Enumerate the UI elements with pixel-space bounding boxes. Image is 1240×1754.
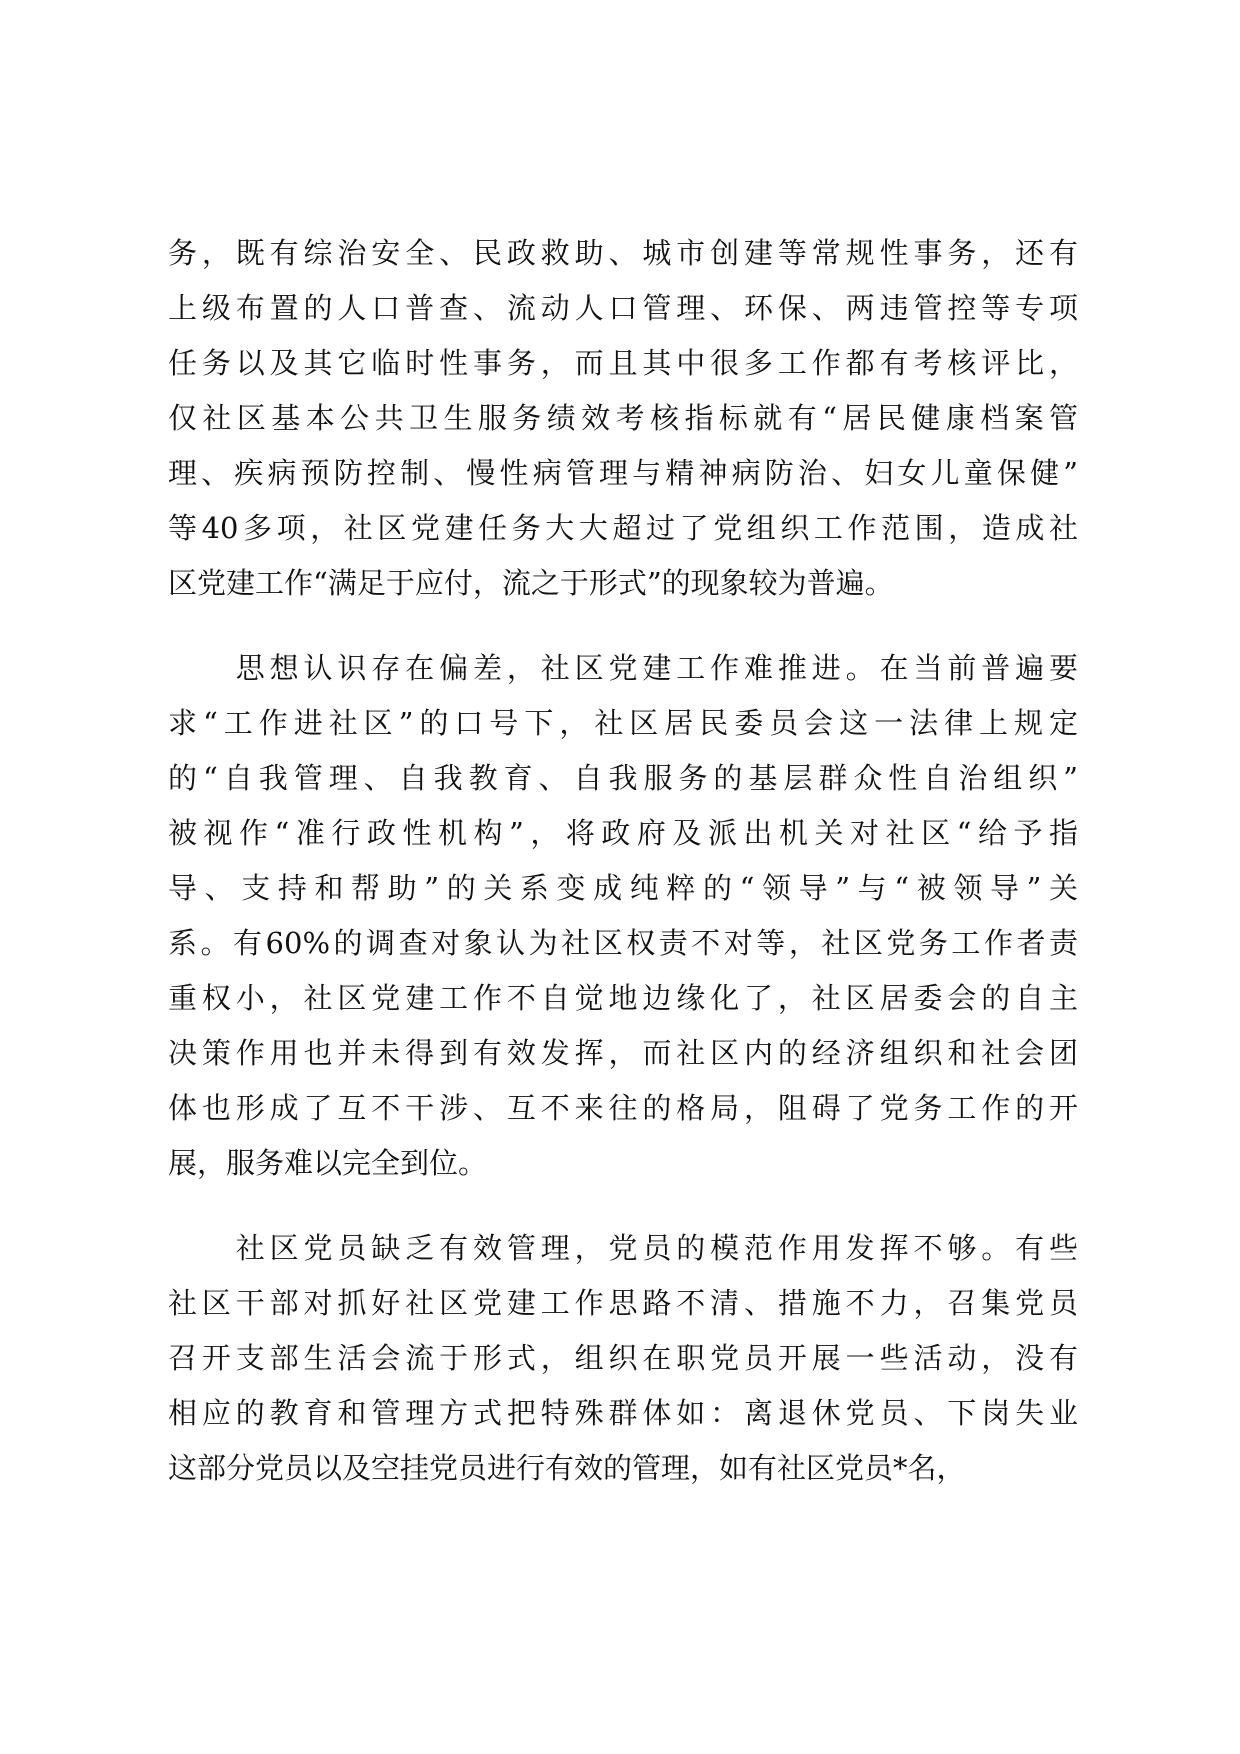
text-line: 重权小，社区党建工作不自觉地边缘化了，社区居委会的自主 — [168, 981, 1078, 1015]
text-line: 等40多项，社区党建任务大大超过了党组织工作范围，造成社 — [168, 511, 1078, 545]
paragraph-spacer — [168, 1191, 1078, 1221]
text-line: 理、疾病预防控制、慢性病管理与精神病防治、妇女儿童保健” — [168, 456, 1078, 490]
text-line: 系。有60%的调查对象认为社区权责不对等，社区党务工作者责 — [168, 926, 1078, 960]
text-line: 展，服务难以完全到位。 — [168, 1146, 488, 1180]
text-line: 导、支持和帮助”的关系变成纯粹的“领导”与“被领导”关 — [168, 871, 1078, 905]
text-line: 这部分党员以及空挂党员进行有效的管理，如有社区党员*名， — [168, 1451, 966, 1485]
text-line: 上级布置的人口普查、流动人口管理、环保、两违管控等专项 — [168, 291, 1078, 325]
text-line: 的“自我管理、自我教育、自我服务的基层群众性自治组织” — [168, 761, 1078, 795]
paragraph-spacer — [168, 611, 1078, 641]
paragraph-3 — [168, 1221, 1078, 1496]
text-line: 区党建工作“满足于应付，流之于形式”的现象较为普遍。 — [168, 566, 894, 600]
text-line: 相应的教育和管理方式把特殊群体如：离退休党员、下岗失业 — [168, 1396, 1078, 1430]
text-line: 体也形成了互不干涉、互不来往的格局，阻碍了党务工作的开 — [168, 1091, 1078, 1125]
text-line: 任务以及其它临时性事务，而且其中很多工作都有考核评比， — [168, 346, 1078, 380]
text-line: 求“工作进社区”的口号下，社区居民委员会这一法律上规定 — [168, 706, 1078, 740]
text-line: 召开支部生活会流于形式，组织在职党员开展一些活动，没有 — [168, 1341, 1078, 1375]
text-line: 社区干部对抓好社区党建工作思路不清、措施不力，召集党员 — [168, 1286, 1078, 1320]
text-line: 社区党员缺乏有效管理，党员的模范作用发挥不够。有些 — [168, 1231, 1078, 1265]
text-line: 思想认识存在偏差，社区党建工作难推进。在当前普遍要 — [168, 651, 1078, 685]
text-line: 决策作用也并未得到有效发挥，而社区内的经济组织和社会团 — [168, 1036, 1078, 1070]
text-line: 仅社区基本公共卫生服务绩效考核指标就有“居民健康档案管 — [168, 401, 1078, 435]
document-body — [168, 226, 1078, 1496]
text-line: 被视作“准行政性机构”，将政府及派出机关对社区“给予指 — [168, 816, 1078, 850]
paragraph-2 — [168, 641, 1078, 1191]
paragraph-1 — [168, 226, 1078, 611]
text-line: 务，既有综治安全、民政救助、城市创建等常规性事务，还有 — [168, 236, 1078, 270]
